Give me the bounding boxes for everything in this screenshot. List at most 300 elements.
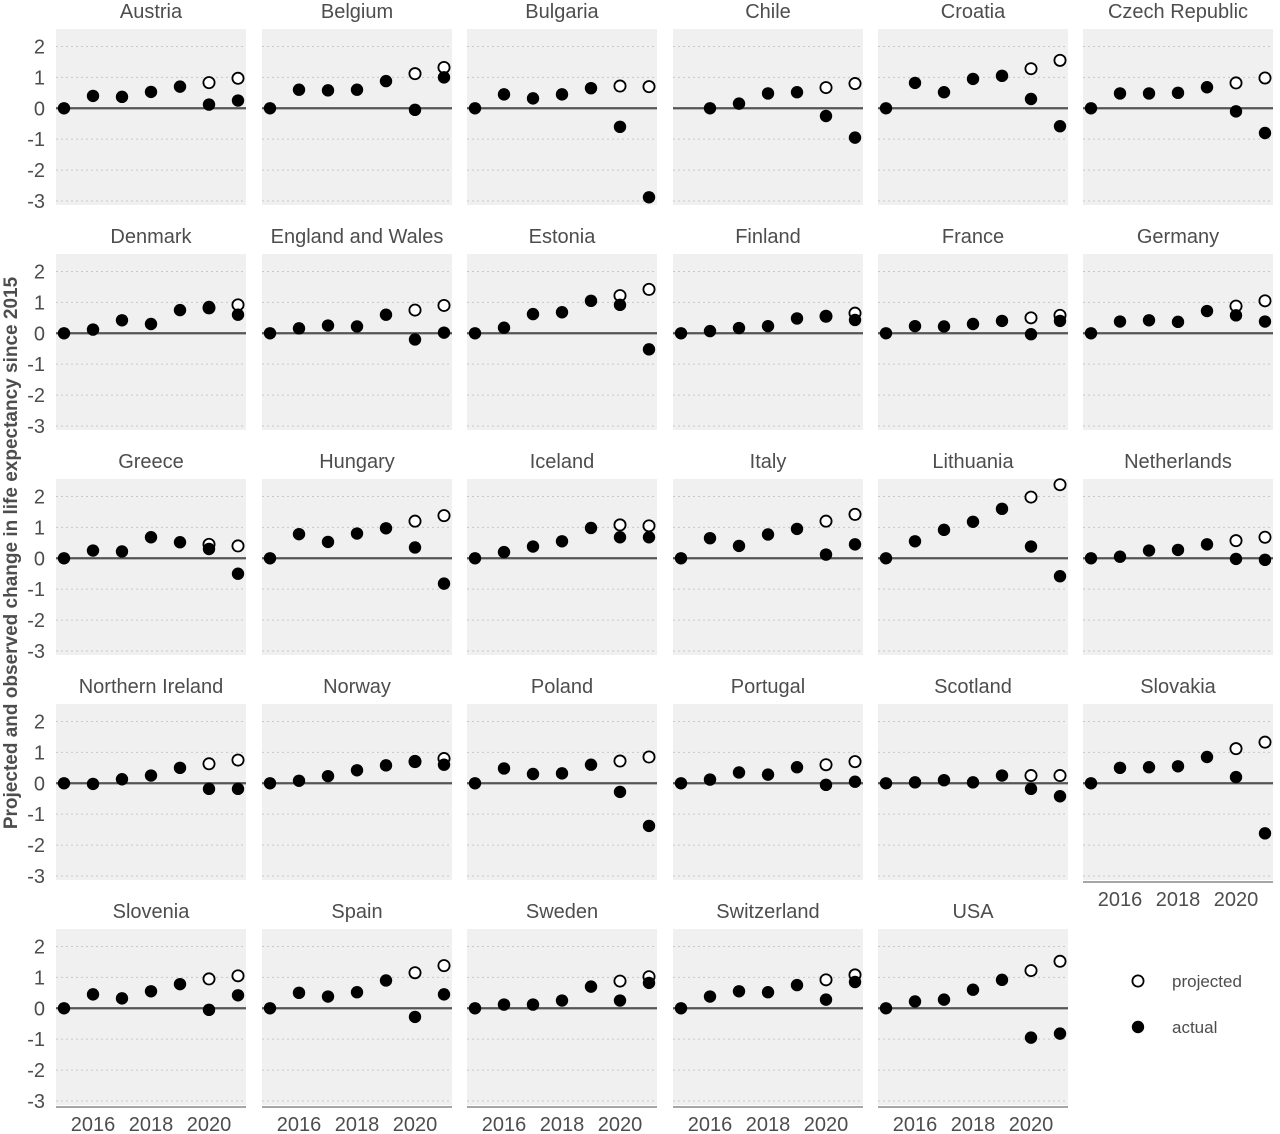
actual-point [1259,827,1271,839]
y-tick-label: 0 [33,998,45,1021]
actual-point [1259,554,1271,566]
projected-point [643,520,654,531]
actual-point [498,88,510,100]
panel-title: Slovenia [112,901,190,923]
y-tick-label: -3 [27,866,45,888]
actual-point [938,524,950,536]
panels-layer [27,1,1273,1134]
actual-point [469,1002,481,1014]
projected-point [438,510,449,521]
panel-background [878,254,1068,430]
actual-point [880,1002,892,1014]
actual-point [174,80,186,92]
actual-point [527,308,539,320]
legend-projected-key [1132,975,1143,986]
projected-point [614,519,625,530]
actual-point [1201,538,1213,550]
actual-point [498,322,510,334]
actual-point [203,543,215,555]
actual-point [1143,87,1155,99]
actual-point [996,769,1008,781]
panel-austria [27,1,246,213]
y-tick-label: -3 [27,641,45,663]
panel-title: Germany [1136,226,1220,248]
actual-point [380,309,392,321]
actual-point [1230,309,1242,321]
x-tick-label: 2020 [597,1114,643,1134]
actual-point [145,769,157,781]
actual-point [643,820,655,832]
panel-portugal [673,676,863,880]
y-tick-label: -1 [27,1029,45,1052]
y-tick-label: 2 [33,261,45,284]
projected-point [820,974,831,985]
actual-point [849,314,861,326]
projected-point [614,80,625,91]
actual-point [880,327,892,339]
actual-point [203,98,215,110]
actual-point [1143,314,1155,326]
actual-point [1054,315,1066,327]
actual-point [351,986,363,998]
actual-point [264,552,276,564]
actual-point [614,994,626,1006]
panel-background [262,254,452,430]
actual-point [1143,761,1155,773]
actual-point [264,777,276,789]
projected-point [1025,965,1036,976]
actual-point [820,310,832,322]
actual-point [293,322,305,334]
y-tick-label: -2 [27,1060,45,1083]
actual-point [469,327,481,339]
panel-title: England and Wales [270,226,444,248]
actual-point [1085,327,1097,339]
x-tick-label: 2018 [950,1114,996,1134]
actual-point [849,131,861,143]
actual-point [643,977,655,989]
projected-point [849,78,860,89]
panel-title: Sweden [525,901,599,923]
y-tick-label: 0 [33,98,45,121]
panel-title: Greece [118,451,184,473]
panel-background [56,929,246,1105]
actual-point [675,552,687,564]
x-tick-label: 2016 [276,1114,322,1134]
panel-title: Switzerland [716,901,820,923]
y-tick-label: -2 [27,160,45,183]
actual-point [556,535,568,547]
actual-point [293,987,305,999]
projected-point [1025,63,1036,74]
y-tick-label: 1 [33,292,45,315]
actual-point [996,315,1008,327]
actual-point [174,536,186,548]
panel-background [467,704,657,880]
projected-point [849,509,860,520]
projected-point [1230,535,1241,546]
panel-title: Austria [119,1,183,23]
actual-point [614,299,626,311]
actual-point [996,974,1008,986]
actual-point [409,333,421,345]
panel-background [56,479,246,655]
panel-denmark [27,226,246,438]
actual-point [527,768,539,780]
actual-point [1259,315,1271,327]
actual-point [380,75,392,87]
x-tick-label: 2018 [1155,889,1201,911]
actual-point [58,1002,70,1014]
actual-point [762,986,774,998]
projected-point [614,755,625,766]
actual-point [87,988,99,1000]
actual-point [909,77,921,89]
actual-point [733,985,745,997]
actual-point [614,121,626,133]
actual-point [585,295,597,307]
panel-title: Poland [530,676,594,698]
x-tick-label: 2020 [392,1114,438,1134]
panel-background [467,479,657,655]
y-tick-label: 1 [33,67,45,90]
actual-point [820,993,832,1005]
panel-title: Belgium [320,1,394,23]
y-tick-label: 2 [33,486,45,509]
actual-point [174,762,186,774]
panel-slovakia [1083,676,1273,911]
panel-bulgaria [467,1,657,205]
actual-point [469,777,481,789]
panel-title: Denmark [110,226,192,248]
actual-point [820,548,832,560]
panel-background [56,254,246,430]
panel-sweden [467,901,657,1134]
actual-point [643,191,655,203]
projected-point [232,970,243,981]
actual-point [967,984,979,996]
projected-point [409,304,420,315]
actual-point [409,541,421,553]
panel-title: Chile [745,1,791,23]
projected-point [1259,72,1270,83]
y-tick-label: 0 [33,773,45,796]
actual-point [909,535,921,547]
projected-point [1259,532,1270,543]
actual-point [1259,127,1271,139]
actual-point [1025,93,1037,105]
panel-title: Norway [323,676,391,698]
y-tick-label: -3 [27,191,45,213]
panel-background [673,254,863,430]
x-tick-label: 2020 [186,1114,232,1134]
actual-point [967,73,979,85]
actual-point [585,759,597,771]
y-tick-label: 1 [33,742,45,765]
panel-italy [673,451,863,655]
panel-greece [27,451,246,663]
actual-point [614,531,626,543]
panel-background [878,479,1068,655]
actual-point [643,343,655,355]
actual-point [1025,1031,1037,1043]
panel-title: Slovakia [1140,676,1216,698]
actual-point [1025,783,1037,795]
legend-label: projected [1172,972,1242,991]
actual-point [909,320,921,332]
panel-iceland [467,451,657,655]
actual-point [585,980,597,992]
actual-point [87,778,99,790]
y-tick-label: -1 [27,579,45,602]
actual-point [704,773,716,785]
projected-point [1230,743,1241,754]
x-tick-label: 2018 [539,1114,585,1134]
actual-point [791,523,803,535]
projected-point [203,77,214,88]
actual-point [556,994,568,1006]
actual-point [556,767,568,779]
actual-point [1201,751,1213,763]
projected-point [820,516,831,527]
actual-point [1025,328,1037,340]
actual-point [322,319,334,331]
actual-point [733,540,745,552]
projected-point [820,82,831,93]
actual-point [675,777,687,789]
actual-point [1054,570,1066,582]
actual-point [880,552,892,564]
actual-point [1230,105,1242,117]
projected-point [1230,77,1241,88]
panel-hungary [262,451,452,655]
x-tick-label: 2016 [481,1114,527,1134]
legend [1132,972,1242,1037]
actual-point [996,503,1008,515]
actual-point [733,322,745,334]
actual-point [351,527,363,539]
panel-background [262,479,452,655]
projected-point [409,68,420,79]
actual-point [116,91,128,103]
actual-point [87,544,99,556]
actual-point [469,552,481,564]
panel-background [262,704,452,880]
actual-point [909,776,921,788]
actual-point [498,998,510,1010]
panel-background [878,704,1068,880]
panel-background [673,929,863,1105]
x-tick-label: 2018 [334,1114,380,1134]
actual-point [938,993,950,1005]
actual-point [116,545,128,557]
panel-background [673,704,863,880]
panel-title: USA [952,901,994,923]
panel-title: Finland [735,226,801,248]
x-tick-label: 2016 [70,1114,116,1134]
panel-switzerland [673,901,863,1134]
actual-point [704,990,716,1002]
actual-point [145,531,157,543]
y-tick-label: 0 [33,323,45,346]
actual-point [1201,305,1213,317]
actual-point [145,985,157,997]
actual-point [58,327,70,339]
y-tick-label: 2 [33,711,45,734]
panel-background [1083,254,1273,430]
y-tick-label: -1 [27,354,45,377]
panel-background [467,254,657,430]
panel-background [1083,479,1273,655]
actual-point [938,774,950,786]
actual-point [1054,1027,1066,1039]
actual-point [1085,102,1097,114]
panel-netherlands [1083,451,1273,655]
x-tick-label: 2018 [128,1114,174,1134]
panel-background [467,29,657,205]
panel-croatia [878,1,1068,205]
actual-point [322,990,334,1002]
projected-point [1025,770,1036,781]
y-tick-label: -2 [27,835,45,858]
projected-point [820,759,831,770]
actual-point [293,84,305,96]
panel-title: Croatia [940,1,1006,23]
actual-point [351,764,363,776]
actual-point [409,104,421,116]
actual-point [116,992,128,1004]
actual-point [203,783,215,795]
panel-title: Northern Ireland [78,676,224,698]
panel-spain [262,901,452,1134]
panel-title: Iceland [529,451,595,473]
y-axis-label: Projected and observed change in life expectancy since 2015 [1,276,22,830]
projected-point [232,540,243,551]
actual-point [380,759,392,771]
y-tick-label: 2 [33,936,45,959]
actual-point [791,979,803,991]
actual-point [498,546,510,558]
projected-point [1054,770,1065,781]
actual-point [585,522,597,534]
actual-point [232,94,244,106]
actual-point [1114,315,1126,327]
projected-point [438,960,449,971]
y-tick-label: -1 [27,129,45,152]
actual-point [1172,87,1184,99]
projected-point [203,973,214,984]
actual-point [820,110,832,122]
actual-point [322,536,334,548]
actual-point [849,538,861,550]
actual-point [116,773,128,785]
actual-point [409,755,421,767]
projected-point [643,284,654,295]
actual-point [87,90,99,102]
panel-title: Hungary [319,451,395,473]
actual-point [232,309,244,321]
actual-point [967,318,979,330]
actual-point [438,759,450,771]
x-tick-label: 2016 [892,1114,938,1134]
actual-point [203,301,215,313]
actual-point [264,1002,276,1014]
actual-point [704,325,716,337]
actual-point [1114,87,1126,99]
projected-point [232,754,243,765]
legend-actual-key [1132,1021,1144,1033]
actual-point [438,71,450,83]
actual-point [438,577,450,589]
actual-point [762,768,774,780]
actual-point [1201,81,1213,93]
panel-title: Portugal [730,676,806,698]
x-tick-label: 2016 [687,1114,733,1134]
panel-title: Italy [749,451,787,473]
actual-point [1114,551,1126,563]
y-tick-label: -3 [27,1091,45,1113]
projected-point [643,81,654,92]
actual-point [675,1002,687,1014]
projected-point [409,516,420,527]
panel-title: Netherlands [1124,451,1232,473]
actual-point [264,102,276,114]
actual-point [87,323,99,335]
projected-point [1025,312,1036,323]
panel-background [467,929,657,1105]
panel-france [878,226,1068,430]
actual-point [938,320,950,332]
panel-title: France [941,226,1005,248]
actual-point [675,327,687,339]
panel-title: Spain [331,901,383,923]
actual-point [145,86,157,98]
actual-point [1025,540,1037,552]
actual-point [409,1011,421,1023]
y-tick-label: 0 [33,548,45,571]
actual-point [232,989,244,1001]
panel-background [56,29,246,205]
projected-point [1025,491,1036,502]
actual-point [380,522,392,534]
actual-point [322,770,334,782]
panel-usa [878,901,1068,1134]
panel-england-and-wales [262,226,452,430]
x-tick-label: 2020 [1008,1114,1054,1134]
y-tick-label: -3 [27,416,45,438]
x-tick-label: 2020 [1213,889,1259,911]
actual-point [116,314,128,326]
panel-norway [262,676,452,880]
x-tick-label: 2016 [1097,889,1143,911]
projected-point [849,756,860,767]
panel-title: Estonia [528,226,596,248]
x-tick-label: 2018 [745,1114,791,1134]
actual-point [293,775,305,787]
actual-point [762,320,774,332]
actual-point [264,327,276,339]
actual-point [232,568,244,580]
actual-point [1172,544,1184,556]
actual-point [293,528,305,540]
projected-point [438,300,449,311]
projected-point [409,967,420,978]
y-tick-label: 1 [33,517,45,540]
panel-northern-ireland [27,676,246,888]
actual-point [1230,553,1242,565]
projected-point [1259,295,1270,306]
panel-belgium [262,1,452,205]
